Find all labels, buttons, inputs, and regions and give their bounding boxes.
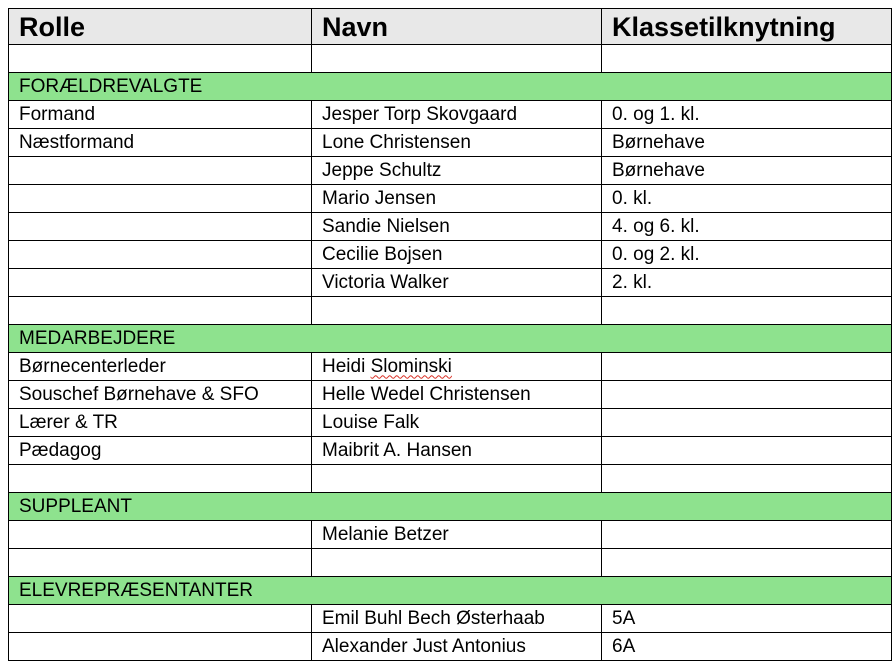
header-name: Navn xyxy=(312,9,602,45)
section-title: ELEVREPRÆSENTANTER xyxy=(9,577,892,605)
cell-class: 4. og 6. kl. xyxy=(602,213,892,241)
cell-class: 2. kl. xyxy=(602,269,892,297)
spacer-row xyxy=(9,465,892,493)
table-row xyxy=(9,605,892,633)
cell-role: Lærer & TR xyxy=(9,409,312,437)
table-row xyxy=(9,213,892,241)
cell-name xyxy=(312,353,602,381)
cell-name: Sandie Nielsen xyxy=(312,213,602,241)
cell-class: 0. og 2. kl. xyxy=(602,241,892,269)
cell-class: 5A xyxy=(602,605,892,633)
table-row xyxy=(9,269,892,297)
section-row-substitute xyxy=(9,493,892,521)
table-row xyxy=(9,185,892,213)
cell-class: Børnehave xyxy=(602,157,892,185)
cell-role: Børnecenterleder xyxy=(9,353,312,381)
table-row xyxy=(9,129,892,157)
cell-class: Børnehave xyxy=(602,129,892,157)
cell-class: 0. kl. xyxy=(602,185,892,213)
header-row xyxy=(9,9,892,45)
table-row xyxy=(9,437,892,465)
cell-role: Souschef Børnehave & SFO xyxy=(9,381,312,409)
cell-name: Melanie Betzer xyxy=(312,521,602,549)
section-row-staff xyxy=(9,325,892,353)
cell-name: Emil Buhl Bech Østerhaab xyxy=(312,605,602,633)
cell-name: Jeppe Schultz xyxy=(312,157,602,185)
cell-role xyxy=(9,185,312,213)
table-row xyxy=(9,381,892,409)
cell-role xyxy=(9,241,312,269)
table-row xyxy=(9,101,892,129)
header-class: Klassetilknytning xyxy=(602,9,892,45)
name-last-spellcheck: Slominski xyxy=(370,355,452,377)
cell-name: Maibrit A. Hansen xyxy=(312,437,602,465)
cell-role xyxy=(9,213,312,241)
table-row xyxy=(9,157,892,185)
cell-name: Alexander Just Antonius xyxy=(312,633,602,661)
cell-class xyxy=(602,521,892,549)
spacer-row xyxy=(9,549,892,577)
cell-role xyxy=(9,521,312,549)
cell-role xyxy=(9,269,312,297)
table-row xyxy=(9,521,892,549)
cell-name: Victoria Walker xyxy=(312,269,602,297)
cell-class xyxy=(602,409,892,437)
cell-role: Næstformand xyxy=(9,129,312,157)
cell-class xyxy=(602,353,892,381)
section-row-parents xyxy=(9,73,892,101)
table-row xyxy=(9,633,892,661)
cell-class xyxy=(602,437,892,465)
table-row xyxy=(9,353,892,381)
cell-name: Jesper Torp Skovgaard xyxy=(312,101,602,129)
cell-role xyxy=(9,633,312,661)
cell-class: 0. og 1. kl. xyxy=(602,101,892,129)
cell-name: Helle Wedel Christensen xyxy=(312,381,602,409)
section-title: MEDARBEJDERE xyxy=(9,325,892,353)
cell-name: Cecilie Bojsen xyxy=(312,241,602,269)
cell-role: Pædagog xyxy=(9,437,312,465)
header-role: Rolle xyxy=(9,9,312,45)
cell-class: 6A xyxy=(602,633,892,661)
cell-role xyxy=(9,605,312,633)
table-row xyxy=(9,409,892,437)
section-row-students xyxy=(9,577,892,605)
cell-name: Mario Jensen xyxy=(312,185,602,213)
table-row xyxy=(9,241,892,269)
spacer-row xyxy=(9,297,892,325)
spacer-row xyxy=(9,45,892,73)
section-title: FORÆLDREVALGTE xyxy=(9,73,892,101)
section-title: SUPPLEANT xyxy=(9,493,892,521)
cell-class xyxy=(602,381,892,409)
board-members-table xyxy=(8,8,892,661)
cell-name: Louise Falk xyxy=(312,409,602,437)
cell-name: Lone Christensen xyxy=(312,129,602,157)
cell-role: Formand xyxy=(9,101,312,129)
name-first: Heidi xyxy=(322,355,366,377)
cell-role xyxy=(9,157,312,185)
